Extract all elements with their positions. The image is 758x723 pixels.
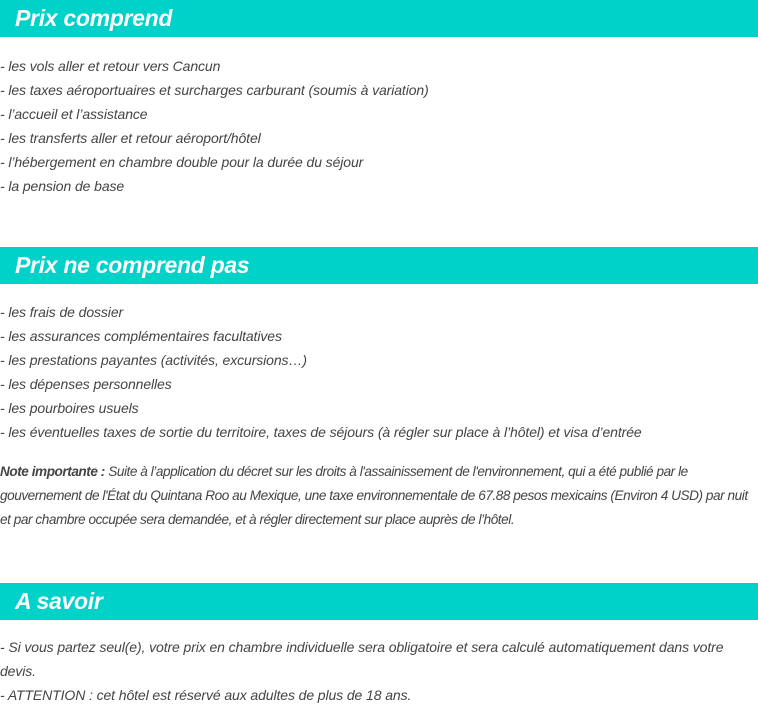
list-item: - ATTENTION : cet hôtel est réservé aux adultes de plus de 18 ans. [0, 687, 412, 703]
list-item: - les transferts aller et retour aéroport/hôtel [0, 130, 261, 146]
included-list [0, 54, 429, 198]
list-item: - l’hébergement en chambre double pour la durée du séjour [0, 154, 364, 170]
section-title: A savoir [15, 588, 103, 614]
section-header-a-savoir [0, 583, 758, 620]
list-item: - les éventuelles taxes de sortie du territoire, taxes de séjours (à régler sur place à l’hôtel) et visa d’entrée [0, 424, 642, 440]
excluded-list [0, 300, 642, 444]
section-header-prix-comprend [0, 0, 758, 37]
list-item: - les assurances complémentaires facultatives [0, 328, 282, 344]
section-header-prix-ne-comprend-pas [0, 247, 758, 284]
list-item: - les prestations payantes (activités, excursions…) [0, 352, 307, 368]
section-title: Prix comprend [15, 5, 173, 31]
list-item: - la pension de base [0, 178, 125, 194]
info-list [0, 635, 758, 707]
important-note [0, 460, 758, 532]
section-title: Prix ne comprend pas [15, 252, 250, 278]
list-item: - Si vous partez seul(e), votre prix en chambre individuelle sera obligatoire et sera calculé automatiquement dans votre devis. [0, 639, 724, 679]
note-text: Suite à l’application du décret sur les droits à l'assainissement de l'environnement, qui a été publié par le gouvernement de l'État du Quintana Roo au Mexique, une taxe environnementale de 67.88 pesos mexicains (Environ 4 USD) par nuit et par chambre occupée sera demandée, et à régler directement sur place auprès de l’hôtel. [0, 464, 748, 527]
list-item: - les vols aller et retour vers Cancun [0, 58, 221, 74]
list-item: - l’accueil et l’assistance [0, 106, 148, 122]
list-item: - les frais de dossier [0, 304, 124, 320]
list-item: - les taxes aéroportuaires et surcharges carburant (soumis à variation) [0, 82, 429, 98]
list-item: - les dépenses personnelles [0, 376, 172, 392]
note-label: Note importante : [0, 464, 105, 479]
list-item: - les pourboires usuels [0, 400, 139, 416]
